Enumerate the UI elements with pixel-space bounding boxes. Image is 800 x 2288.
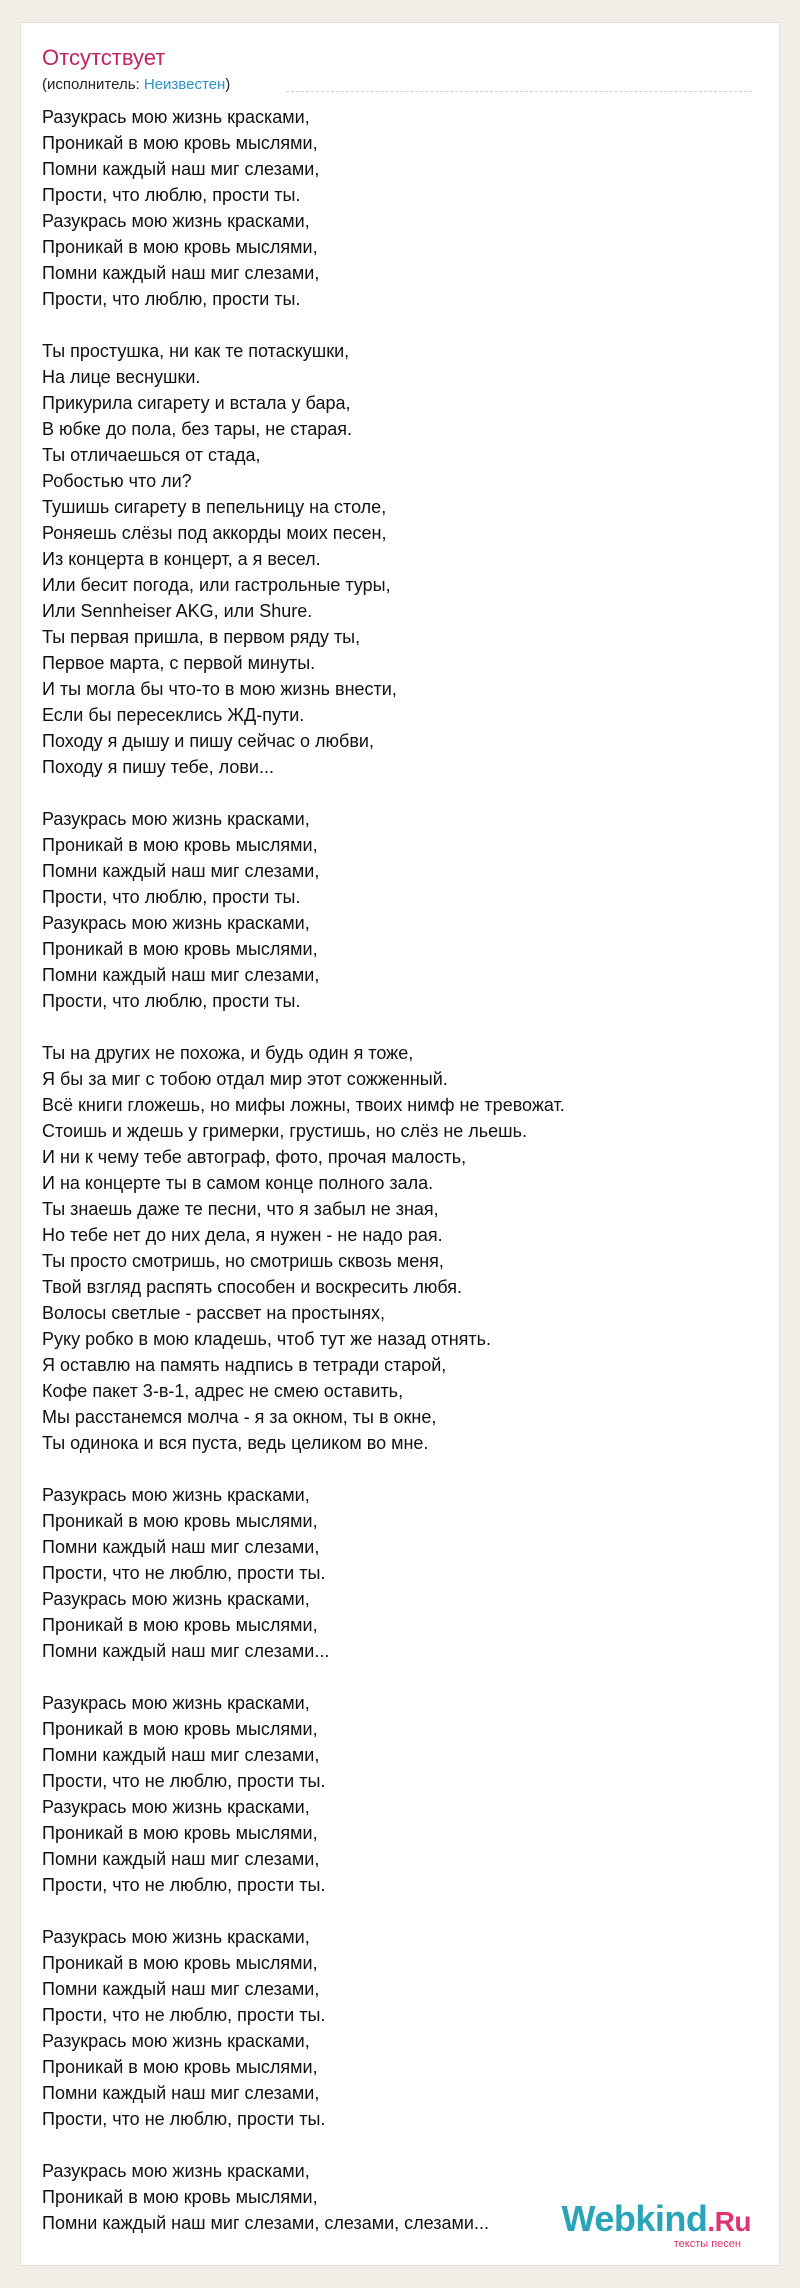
lyric-line: Тушишь сигарету в пепельницу на столе, bbox=[42, 497, 387, 517]
lyric-line: Помни каждый наш миг слезами, bbox=[42, 2083, 320, 2103]
lyric-line: Или Sennheiser AKG, или Shure. bbox=[42, 601, 313, 621]
lyric-line: Разукрась мою жизнь красками, bbox=[42, 1693, 310, 1713]
lyric-line: Проникай в мою кровь мыслями, bbox=[42, 2187, 318, 2207]
lyric-line: Проникай в мою кровь мыслями, bbox=[42, 237, 318, 257]
lyric-line: Кофе пакет 3-в-1, адрес не смею оставить, bbox=[42, 1381, 404, 1401]
lyrics-stanza bbox=[42, 104, 762, 312]
lyric-line: Разукрась мою жизнь красками, bbox=[42, 1797, 310, 1817]
lyric-line: На лице веснушки. bbox=[42, 367, 201, 387]
lyric-line: Прости, что люблю, прости ты. bbox=[42, 185, 301, 205]
lyric-line: Ты отличаешься от стада, bbox=[42, 445, 261, 465]
lyric-line: Робостью что ли? bbox=[42, 471, 192, 491]
artist-link[interactable]: Неизвестен bbox=[143, 76, 226, 93]
lyrics-stanza bbox=[42, 1482, 762, 1664]
lyric-line: Проникай в мою кровь мыслями, bbox=[42, 133, 318, 153]
lyric-line: Разукрась мою жизнь красками, bbox=[42, 211, 310, 231]
lyric-line: И ты могла бы что-то в мою жизнь внести, bbox=[42, 679, 397, 699]
lyric-line: Прости, что люблю, прости ты. bbox=[42, 887, 301, 907]
lyric-line: В юбке до пола, без тары, не старая. bbox=[42, 419, 353, 439]
logo-brand: Webkind bbox=[561, 2198, 708, 2239]
lyric-line: Твой взгляд распять способен и воскресить любя. bbox=[42, 1277, 463, 1297]
lyric-line: Прости, что не люблю, прости ты. bbox=[42, 2109, 326, 2129]
lyric-line: Проникай в мою кровь мыслями, bbox=[42, 1511, 318, 1531]
lyric-line: Помни каждый наш миг слезами, bbox=[42, 861, 320, 881]
lyric-line: Разукрась мою жизнь красками, bbox=[42, 809, 310, 829]
lyric-line: Мы расстанемся молча - я за окном, ты в окне, bbox=[42, 1407, 437, 1427]
lyric-line: Ты одинока и вся пуста, ведь целиком во мне. bbox=[42, 1433, 429, 1453]
lyric-line: Проникай в мою кровь мыслями, bbox=[42, 2057, 318, 2077]
lyric-line: Стоишь и ждешь у гримерки, грустишь, но слёз не льешь. bbox=[42, 1121, 527, 1141]
lyric-line: Помни каждый наш миг слезами, слезами, слезами... bbox=[42, 2213, 489, 2233]
artist-prefix: (исполнитель: bbox=[42, 76, 144, 93]
lyric-line: Разукрась мою жизнь красками, bbox=[42, 2031, 310, 2051]
lyric-line: Проникай в мою кровь мыслями, bbox=[42, 1823, 318, 1843]
lyric-line: Помни каждый наш миг слезами, bbox=[42, 1745, 320, 1765]
lyric-line: Разукрась мою жизнь красками, bbox=[42, 913, 310, 933]
lyric-line: Проникай в мою кровь мыслями, bbox=[42, 835, 318, 855]
lyric-line: Всё книги гложешь, но мифы ложны, твоих нимф не тревожат. bbox=[42, 1095, 565, 1115]
lyric-line: Роняешь слёзы под аккорды моих песен, bbox=[42, 523, 387, 543]
lyric-line: Прикурила сигарету и встала у бара, bbox=[42, 393, 351, 413]
lyric-line: Я оставлю на память надпись в тетради старой, bbox=[42, 1355, 447, 1375]
lyric-line: Помни каждый наш миг слезами, bbox=[42, 1979, 320, 1999]
lyric-line: Походу я дышу и пишу сейчас о любви, bbox=[42, 731, 374, 751]
lyrics-stanza bbox=[42, 338, 762, 780]
lyric-line: Если бы пересеклись ЖД-пути. bbox=[42, 705, 305, 725]
logo-tld: .Ru bbox=[707, 2206, 751, 2237]
lyric-line: Прости, что не люблю, прости ты. bbox=[42, 1875, 326, 1895]
lyrics-stanza bbox=[42, 1040, 762, 1456]
header-divider bbox=[286, 91, 752, 92]
lyric-line: Волосы светлые - рассвет на простынях, bbox=[42, 1303, 385, 1323]
lyric-line: Разукрась мою жизнь красками, bbox=[42, 1485, 310, 1505]
lyric-line: Проникай в мою кровь мыслями, bbox=[42, 1615, 318, 1635]
artist-suffix: ) bbox=[225, 76, 231, 93]
lyric-line: И на концерте ты в самом конце полного зала. bbox=[42, 1173, 434, 1193]
lyric-line: Помни каждый наш миг слезами... bbox=[42, 1641, 330, 1661]
lyric-line: Проникай в мою кровь мыслями, bbox=[42, 1953, 318, 1973]
lyric-line: Проникай в мою кровь мыслями, bbox=[42, 1719, 318, 1739]
lyric-line: Первое марта, с первой минуты. bbox=[42, 653, 316, 673]
lyric-line: Помни каждый наш миг слезами, bbox=[42, 159, 320, 179]
lyric-line: Ты просто смотришь, но смотришь сквозь меня, bbox=[42, 1251, 444, 1271]
lyric-line: Прости, что не люблю, прости ты. bbox=[42, 2005, 326, 2025]
artist-line bbox=[42, 75, 230, 95]
lyric-line: Помни каждый наш миг слезами, bbox=[42, 263, 320, 283]
lyric-line: Помни каждый наш миг слезами, bbox=[42, 1849, 320, 1869]
lyric-line: Руку робко в мою кладешь, чтоб тут же назад отнять. bbox=[42, 1329, 492, 1349]
logo-wordmark bbox=[562, 2199, 751, 2242]
lyric-line: Ты на других не похожа, и будь один я тоже, bbox=[42, 1043, 414, 1063]
lyric-line: Ты знаешь даже те песни, что я забыл не зная, bbox=[42, 1199, 439, 1219]
song-title: Отсутствует bbox=[42, 45, 166, 70]
lyric-line: Прости, что люблю, прости ты. bbox=[42, 991, 301, 1011]
lyric-line: Ты простушка, ни как те потаскушки, bbox=[42, 341, 350, 361]
lyrics-stanza bbox=[42, 1924, 762, 2132]
lyrics-body bbox=[42, 104, 762, 2262]
lyrics-stanza bbox=[42, 806, 762, 1014]
lyric-line: И ни к чему тебе автограф, фото, прочая малость, bbox=[42, 1147, 467, 1167]
lyric-line: Разукрась мою жизнь красками, bbox=[42, 2161, 310, 2181]
lyric-line: Проникай в мою кровь мыслями, bbox=[42, 939, 318, 959]
webkind-logo[interactable] bbox=[561, 2199, 751, 2251]
lyric-line: Но тебе нет до них дела, я нужен - не надо рая. bbox=[42, 1225, 443, 1245]
lyric-line: Прости, что люблю, прости ты. bbox=[42, 289, 301, 309]
lyric-line: Прости, что не люблю, прости ты. bbox=[42, 1771, 326, 1791]
lyric-line: Я бы за миг с тобою отдал мир этот сожженный. bbox=[42, 1069, 448, 1089]
lyrics-card bbox=[20, 22, 780, 2266]
logo-tagline: тексты песен bbox=[673, 2238, 741, 2250]
lyric-line: Помни каждый наш миг слезами, bbox=[42, 965, 320, 985]
lyric-line: Помни каждый наш миг слезами, bbox=[42, 1537, 320, 1557]
lyric-line: Или бесит погода, или гастрольные туры, bbox=[42, 575, 391, 595]
lyric-line: Разукрась мою жизнь красками, bbox=[42, 107, 310, 127]
lyric-line: Ты первая пришла, в первом ряду ты, bbox=[42, 627, 361, 647]
lyric-line: Разукрась мою жизнь красками, bbox=[42, 1927, 310, 1947]
lyric-line: Походу я пишу тебе, лови... bbox=[42, 757, 274, 777]
lyric-line: Из концерта в концерт, а я весел. bbox=[42, 549, 321, 569]
lyric-line: Разукрась мою жизнь красками, bbox=[42, 1589, 310, 1609]
lyric-line: Прости, что не люблю, прости ты. bbox=[42, 1563, 326, 1583]
lyrics-stanza bbox=[42, 1690, 762, 1898]
